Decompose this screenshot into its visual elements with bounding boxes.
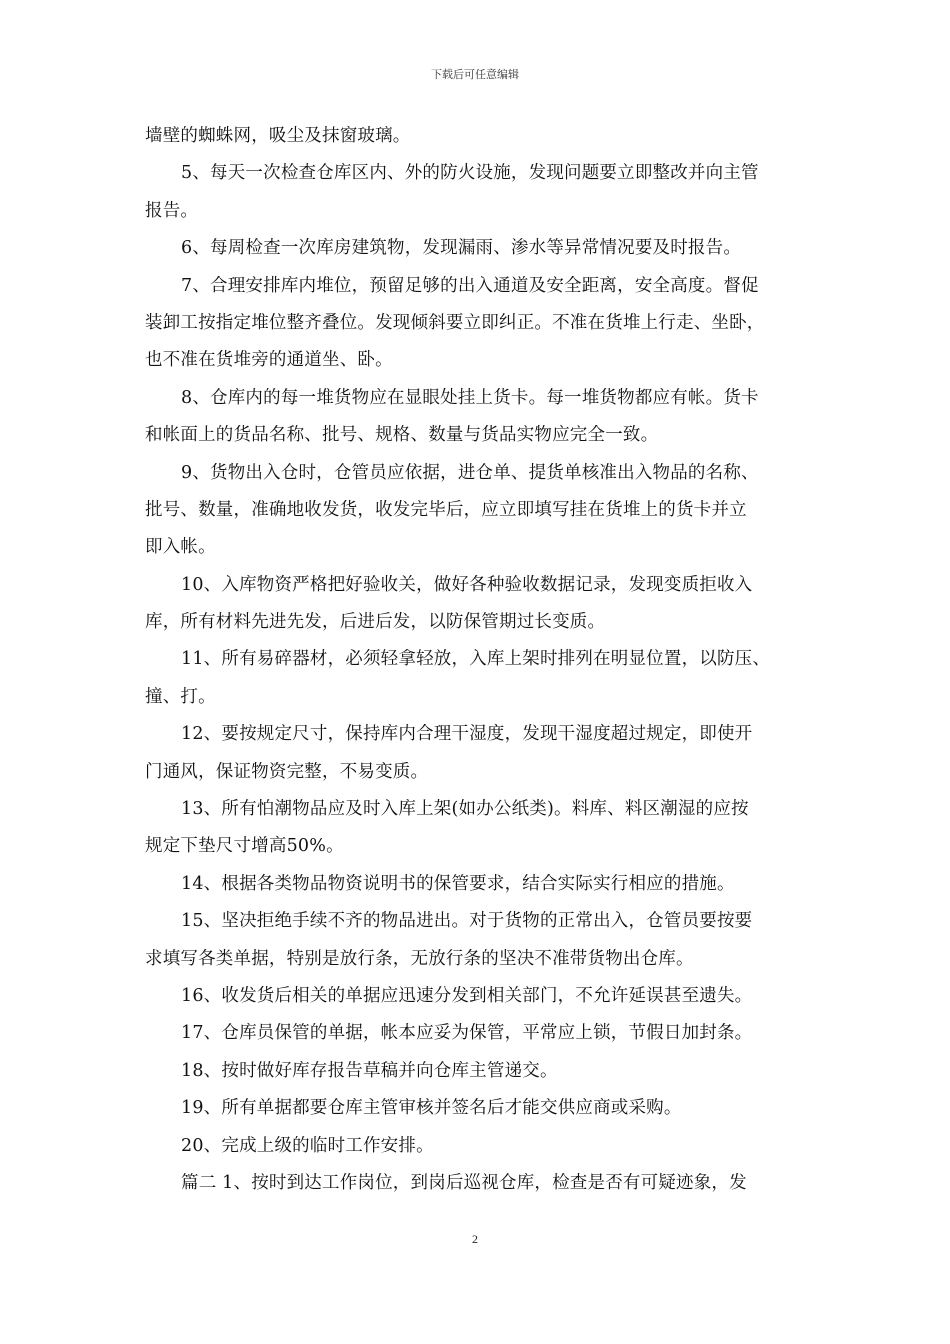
text-line: 13、所有怕潮物品应及时入库上架(如办公纸类)。料库、料区潮湿的应按 [181, 799, 749, 820]
document-body [145, 122, 815, 1206]
text-line: 10、入库物资严格把好验收关，做好各种验收数据记录，发现变质拒收入 [181, 574, 753, 595]
page-number: 2 [472, 1232, 478, 1246]
page-header: 下载后可任意编辑 [431, 68, 519, 81]
text-line: 6、每周检查一次库房建筑物，发现漏雨、渗水等异常情况要及时报告。 [181, 238, 742, 259]
text-line: 20、完成上级的临时工作安排。 [181, 1135, 434, 1156]
text-line: 14、根据各类物品物资说明书的保管要求，结合实际实行相应的措施。 [181, 873, 735, 894]
text-line: 也不准在货堆旁的通道坐、卧。 [145, 350, 393, 371]
text-line: 9、货物出入仓时，仓管员应依据，进仓单、提货单核准出入物品的名称、 [181, 462, 759, 483]
text-line: 求填写各类单据，特别是放行条，无放行条的坚决不准带货物出仓库。 [145, 948, 694, 969]
text-line: 8、仓库内的每一堆货物应在显眼处挂上货卡。每一堆货物都应有帐。货卡 [181, 387, 759, 408]
text-line: 即入帐。 [145, 537, 216, 558]
text-line: 规定下垫尺寸增高50%。 [145, 836, 344, 857]
text-line: 批号、数量，准确地收发货，收发完毕后，应立即填写挂在货堆上的货卡并立 [145, 499, 747, 520]
text-line: 报告。 [145, 200, 199, 221]
text-line: 17、仓库员保管的单据，帐本应妥为保管，平常应上锁，节假日加封条。 [181, 1023, 753, 1044]
text-line: 装卸工按指定堆位整齐叠位。发现倾斜要立即纠正。不准在货堆上行走、坐卧， [145, 312, 765, 333]
text-line: 和帐面上的货品名称、批号、规格、数量与货品实物应完全一致。 [145, 425, 659, 446]
text-line: 19、所有单据都要仓库主管审核并签名后才能交供应商或采购。 [181, 1098, 682, 1119]
text-line: 墙壁的蜘蛛网，吸尘及抹窗玻璃。 [145, 126, 411, 146]
text-line: 篇二 1、按时到达工作岗位，到岗后巡视仓库，检查是否有可疑迹象，发 [181, 1172, 747, 1193]
text-line: 18、按时做好库存报告草稿并向仓库主管递交。 [181, 1060, 558, 1081]
text-line: 11、所有易碎器材，必须轻拿轻放，入库上架时排列在明显位置，以防压、 [181, 649, 771, 670]
text-line: 16、收发货后相关的单据应迅速分发到相关部门，不允许延误甚至遗失。 [181, 985, 753, 1006]
text-line: 7、合理安排库内堆位，预留足够的出入通道及安全距离，安全高度。督促 [181, 275, 759, 296]
text-line: 库，所有材料先进先发，后进后发，以防保管期过长变质。 [145, 612, 606, 633]
text-line: 12、要按规定尺寸，保持库内合理干湿度，发现干湿度超过规定，即使开 [181, 724, 753, 745]
text-line: 门通风，保证物资完整，不易变质。 [145, 761, 429, 782]
text-line: 15、坚决拒绝手续不齐的物品进出。对于货物的正常出入，仓管员要按要 [181, 911, 753, 932]
text-line: 5、每天一次检查仓库区内、外的防火设施，发现问题要立即整改并向主管 [181, 163, 759, 184]
text-line: 撞、打。 [145, 686, 216, 707]
